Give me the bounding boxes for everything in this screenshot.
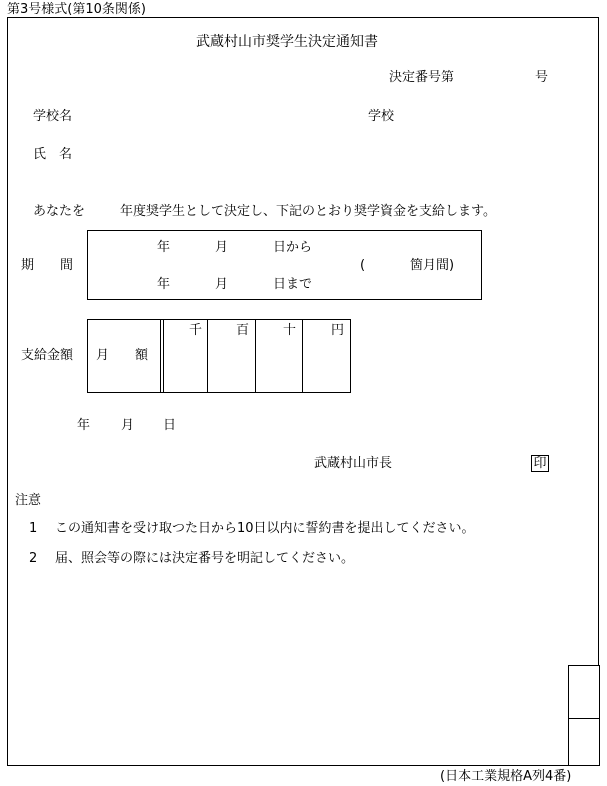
period-label: 期 間 [21, 258, 74, 273]
amount-divider-1 [207, 319, 208, 393]
period-months: 箇月間) [410, 258, 455, 273]
decision-number-suffix: 号 [535, 70, 549, 85]
note-text-1: この通知書を受け取つた日から10日以内に誓約書を提出してください。 [55, 521, 475, 536]
amount-divider-3 [302, 319, 303, 393]
amount-unit-yen: 円 [331, 323, 345, 338]
date-month: 月 [121, 418, 135, 433]
note-number-1: 1 [29, 521, 38, 536]
period-paren-open: ( [360, 258, 366, 273]
name-label: 氏 名 [33, 147, 73, 162]
school-label: 学校名 [33, 109, 73, 124]
note-text-2: 届、照会等の際には決定番号を明記してください。 [55, 551, 355, 566]
decision-number-prefix: 決定番号第 [389, 70, 455, 85]
amount-unit-hundred: 百 [236, 323, 250, 338]
period-from-month: 月 [215, 240, 229, 255]
seal-mark: 印 [531, 455, 549, 472]
amount-monthly: 月 額 [96, 348, 149, 363]
date-day: 日 [163, 418, 177, 433]
document-title: 武蔵村山市奨学生決定通知書 [196, 34, 378, 50]
mayor-title: 武蔵村山市長 [314, 456, 393, 471]
amount-unit-thousand: 千 [189, 323, 203, 338]
notes-heading: 注意 [15, 493, 42, 508]
period-to-year: 年 [157, 277, 171, 292]
period-to-day: 日まで [273, 277, 313, 292]
period-to-month: 月 [215, 277, 229, 292]
form-number: 第3号様式(第10条関係) [7, 2, 146, 17]
note-number-2: 2 [29, 551, 38, 566]
period-from-day: 日から [273, 240, 313, 255]
amount-label: 支給金額 [21, 348, 74, 363]
notice-text-pre: あなたを [33, 204, 86, 219]
notice-text-post: 年度奨学生として決定し、下記のとおり奨学資金を支給します。 [120, 204, 496, 219]
amount-divider-2 [255, 319, 256, 393]
amount-double-line-a [160, 319, 161, 393]
amount-unit-ten: 十 [283, 323, 297, 338]
date-year: 年 [77, 418, 91, 433]
period-from-year: 年 [157, 240, 171, 255]
margin-box-upper [568, 665, 600, 719]
school-suffix: 学校 [368, 109, 395, 124]
amount-double-line-b [163, 319, 164, 393]
paper-size-note: (日本工業規格A列4番) [440, 769, 572, 784]
margin-box-lower [568, 718, 600, 766]
